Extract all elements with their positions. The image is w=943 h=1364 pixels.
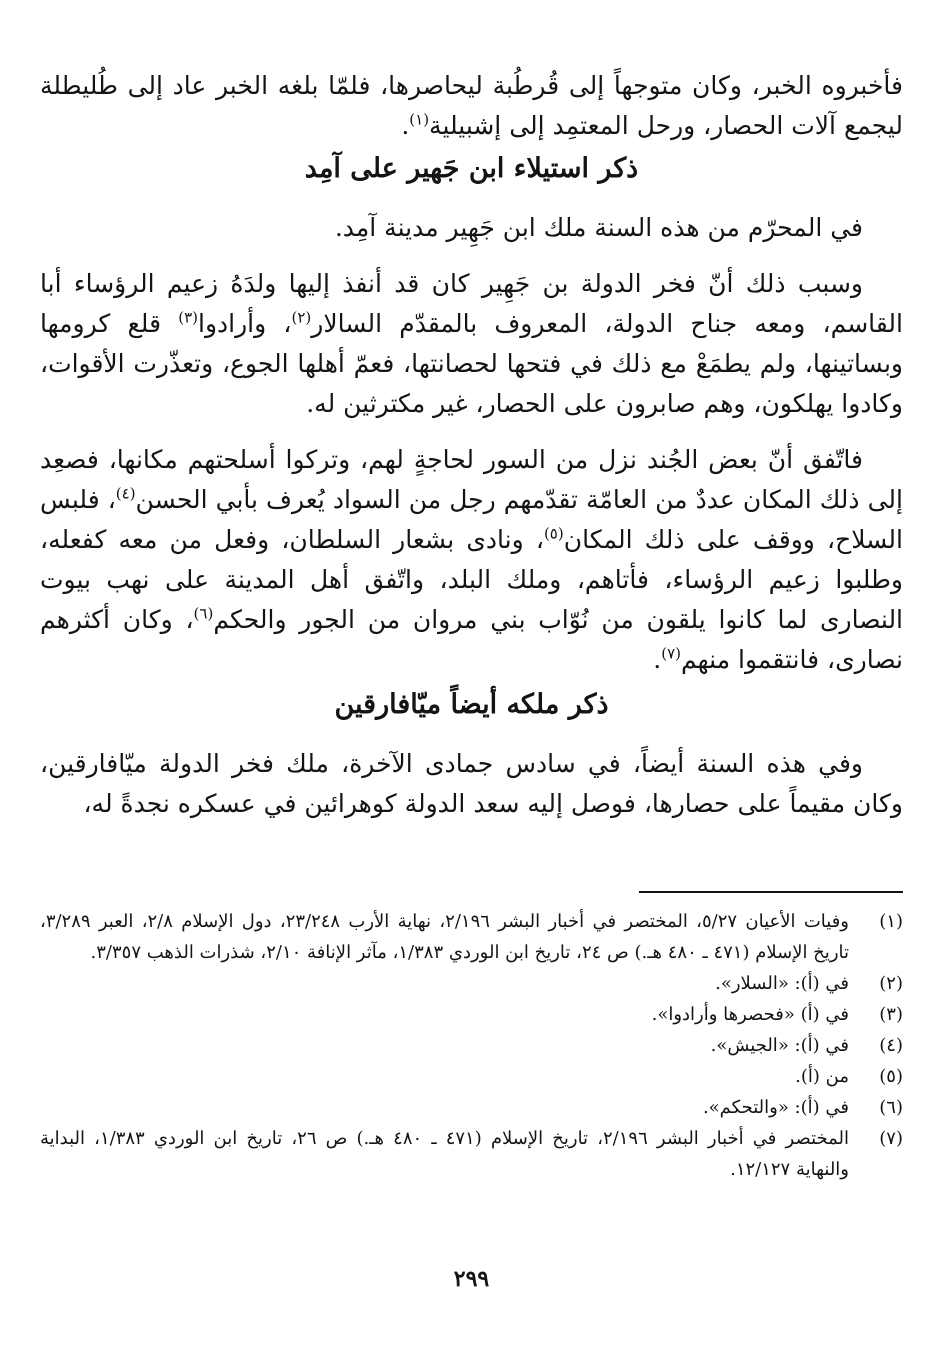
paragraph-4-part-5: .: [653, 645, 662, 674]
paragraph-4-part-4: ، وكان أكثرهم نصارى، فانتقموا منهم: [40, 605, 903, 674]
footnote-7: [40, 1123, 903, 1185]
section-heading-mayyafariqin: ذكر ملكه أيضاً ميّافارقين: [334, 689, 609, 720]
footnote-text: في (أ): «والتحكم».: [702, 1097, 849, 1118]
footnote-text: في (أ): «السلار».: [715, 973, 849, 994]
paragraph-4: [40, 440, 903, 680]
paragraph-3: [40, 264, 903, 424]
footnote-text: في (أ): «الجيش».: [710, 1035, 849, 1056]
footnote-number: (٢): [879, 973, 903, 994]
paragraph-3-part-1: وسبب ذلك أنّ فخر الدولة بن جَهِير كان قد أنفذ إليها ولدَهُ زعيم الرؤساء أبا القاسم، ومعه جناح الدولة، المعروف بالمقدّم السالار: [40, 269, 903, 338]
paragraph-1: [40, 66, 903, 146]
footnote-ref-1[interactable]: (١): [409, 110, 430, 129]
main-text: [40, 66, 903, 824]
footnote-ref-5[interactable]: (٥): [543, 524, 564, 543]
paragraph-1-text: فأخبروه الخبر، وكان متوجهاً إلى قُرطُبة ليحاصرها، فلمّا بلغه الخبر عاد إلى طُليطلة ليجمع آلات الحصار، ورحل المعتمِد إلى إشبيلية: [40, 71, 903, 140]
footnote-number: (٣): [879, 1004, 903, 1025]
footnote-ref-6[interactable]: (٦): [193, 604, 214, 623]
paragraph-4-part-2: ، فلبس السلاح، ووقف على ذلك المكان: [40, 485, 903, 554]
footnote-text: وفيات الأعيان ٥/٢٧، المختصر في أخبار البشر ٢/١٩٦، نهاية الأرب ٢٣/٢٤٨، دول الإسلام ٢/٨، العبر ٣/٢٨٩، تاريخ الإسلام (٤٧١ ـ ٤٨٠ هـ.) ص ٢٤، تاريخ ابن الوردي ١/٣٨٣، مآثر الإنافة ٢/١٠، شذرات الذهب ٣/٣٥٧.: [40, 911, 849, 963]
footnote-ref-7[interactable]: (٧): [661, 644, 681, 663]
paragraph-1-end: .: [401, 111, 410, 140]
footnote-text: من (أ).: [795, 1066, 849, 1087]
footnote-text: المختصر في أخبار البشر ٢/١٩٦، تاريخ الإسلام (٤٧١ ـ ٤٨٠ هـ.) ص ٢٦، تاريخ ابن الوردي ١/٣٨٣، البداية والنهاية ١٢/١٢٧.: [40, 1128, 850, 1180]
paragraph-4-part-3: ، ونادى بشعار السلطان، وفعل من معه كفعله، وطلبوا زعيم الرؤساء، فأتاهم، وملك البلد، واتّفق أهل المدينة على نهب بيوت النصارى لما كانوا يلقون من نُوّاب بني مروان من الجور والحكم: [40, 525, 904, 634]
footnote-ref-3[interactable]: (٣): [178, 308, 199, 327]
footnote-number: (٥): [879, 1066, 903, 1087]
footnote-5: [40, 1061, 903, 1092]
paragraph-2: في المحرّم من هذه السنة ملك ابن جَهِير مدينة آمِد.: [334, 213, 863, 242]
footnote-3: [40, 999, 903, 1030]
footnote-number: (٧): [879, 1128, 903, 1149]
footnote-text: في (أ) «فحصرها وأرادوا».: [651, 1004, 849, 1025]
paragraph-5: وفي هذه السنة أيضاً، في سادس جمادى الآخرة، ملك فخر الدولة ميّافارقين، وكان مقيماً على حصارها، فوصل إليه سعد الدولة كوهرائين في عسكره نجدةً له،: [40, 749, 903, 818]
footnote-number: (١): [879, 911, 903, 932]
footnote-number: (٤): [879, 1035, 903, 1056]
footnote-1: [40, 906, 903, 968]
footnote-ref-4[interactable]: (٤): [115, 484, 136, 503]
footnote-number: (٦): [879, 1097, 903, 1118]
paragraph-3-part-3: قلع كرومها وبساتينها، ولم يطمَعْ مع ذلك في فتحها لحصانتها، فعمّ أهلها الجوع، وتعذّرت الأقوات، وكادوا يهلكون، وهم صابرون على الحصار، غير مكترثين له.: [40, 309, 903, 418]
footnote-6: [40, 1092, 903, 1123]
page-number: ٢٩٩: [453, 1266, 490, 1292]
footnotes: [40, 906, 903, 1185]
footnote-divider: [639, 891, 903, 893]
footnote-ref-2[interactable]: (٢): [291, 308, 312, 327]
paragraph-3-part-2: ، وأرادوا: [198, 309, 292, 338]
section-heading-amid: ذكر استيلاء ابن جَهير على آمِد: [304, 153, 639, 184]
footnote-2: [40, 968, 903, 999]
paragraph-4-part-1: فاتّفق أنّ بعض الجُند نزل من السور لحاجةٍ لهم، وتركوا أسلحتهم مكانها، فصعِد إلى ذلك المكان عددٌ من العامّة تقدّمهم رجل من السواد يُعرف بأبي الحسن: [40, 445, 903, 514]
footnote-4: [40, 1030, 903, 1061]
